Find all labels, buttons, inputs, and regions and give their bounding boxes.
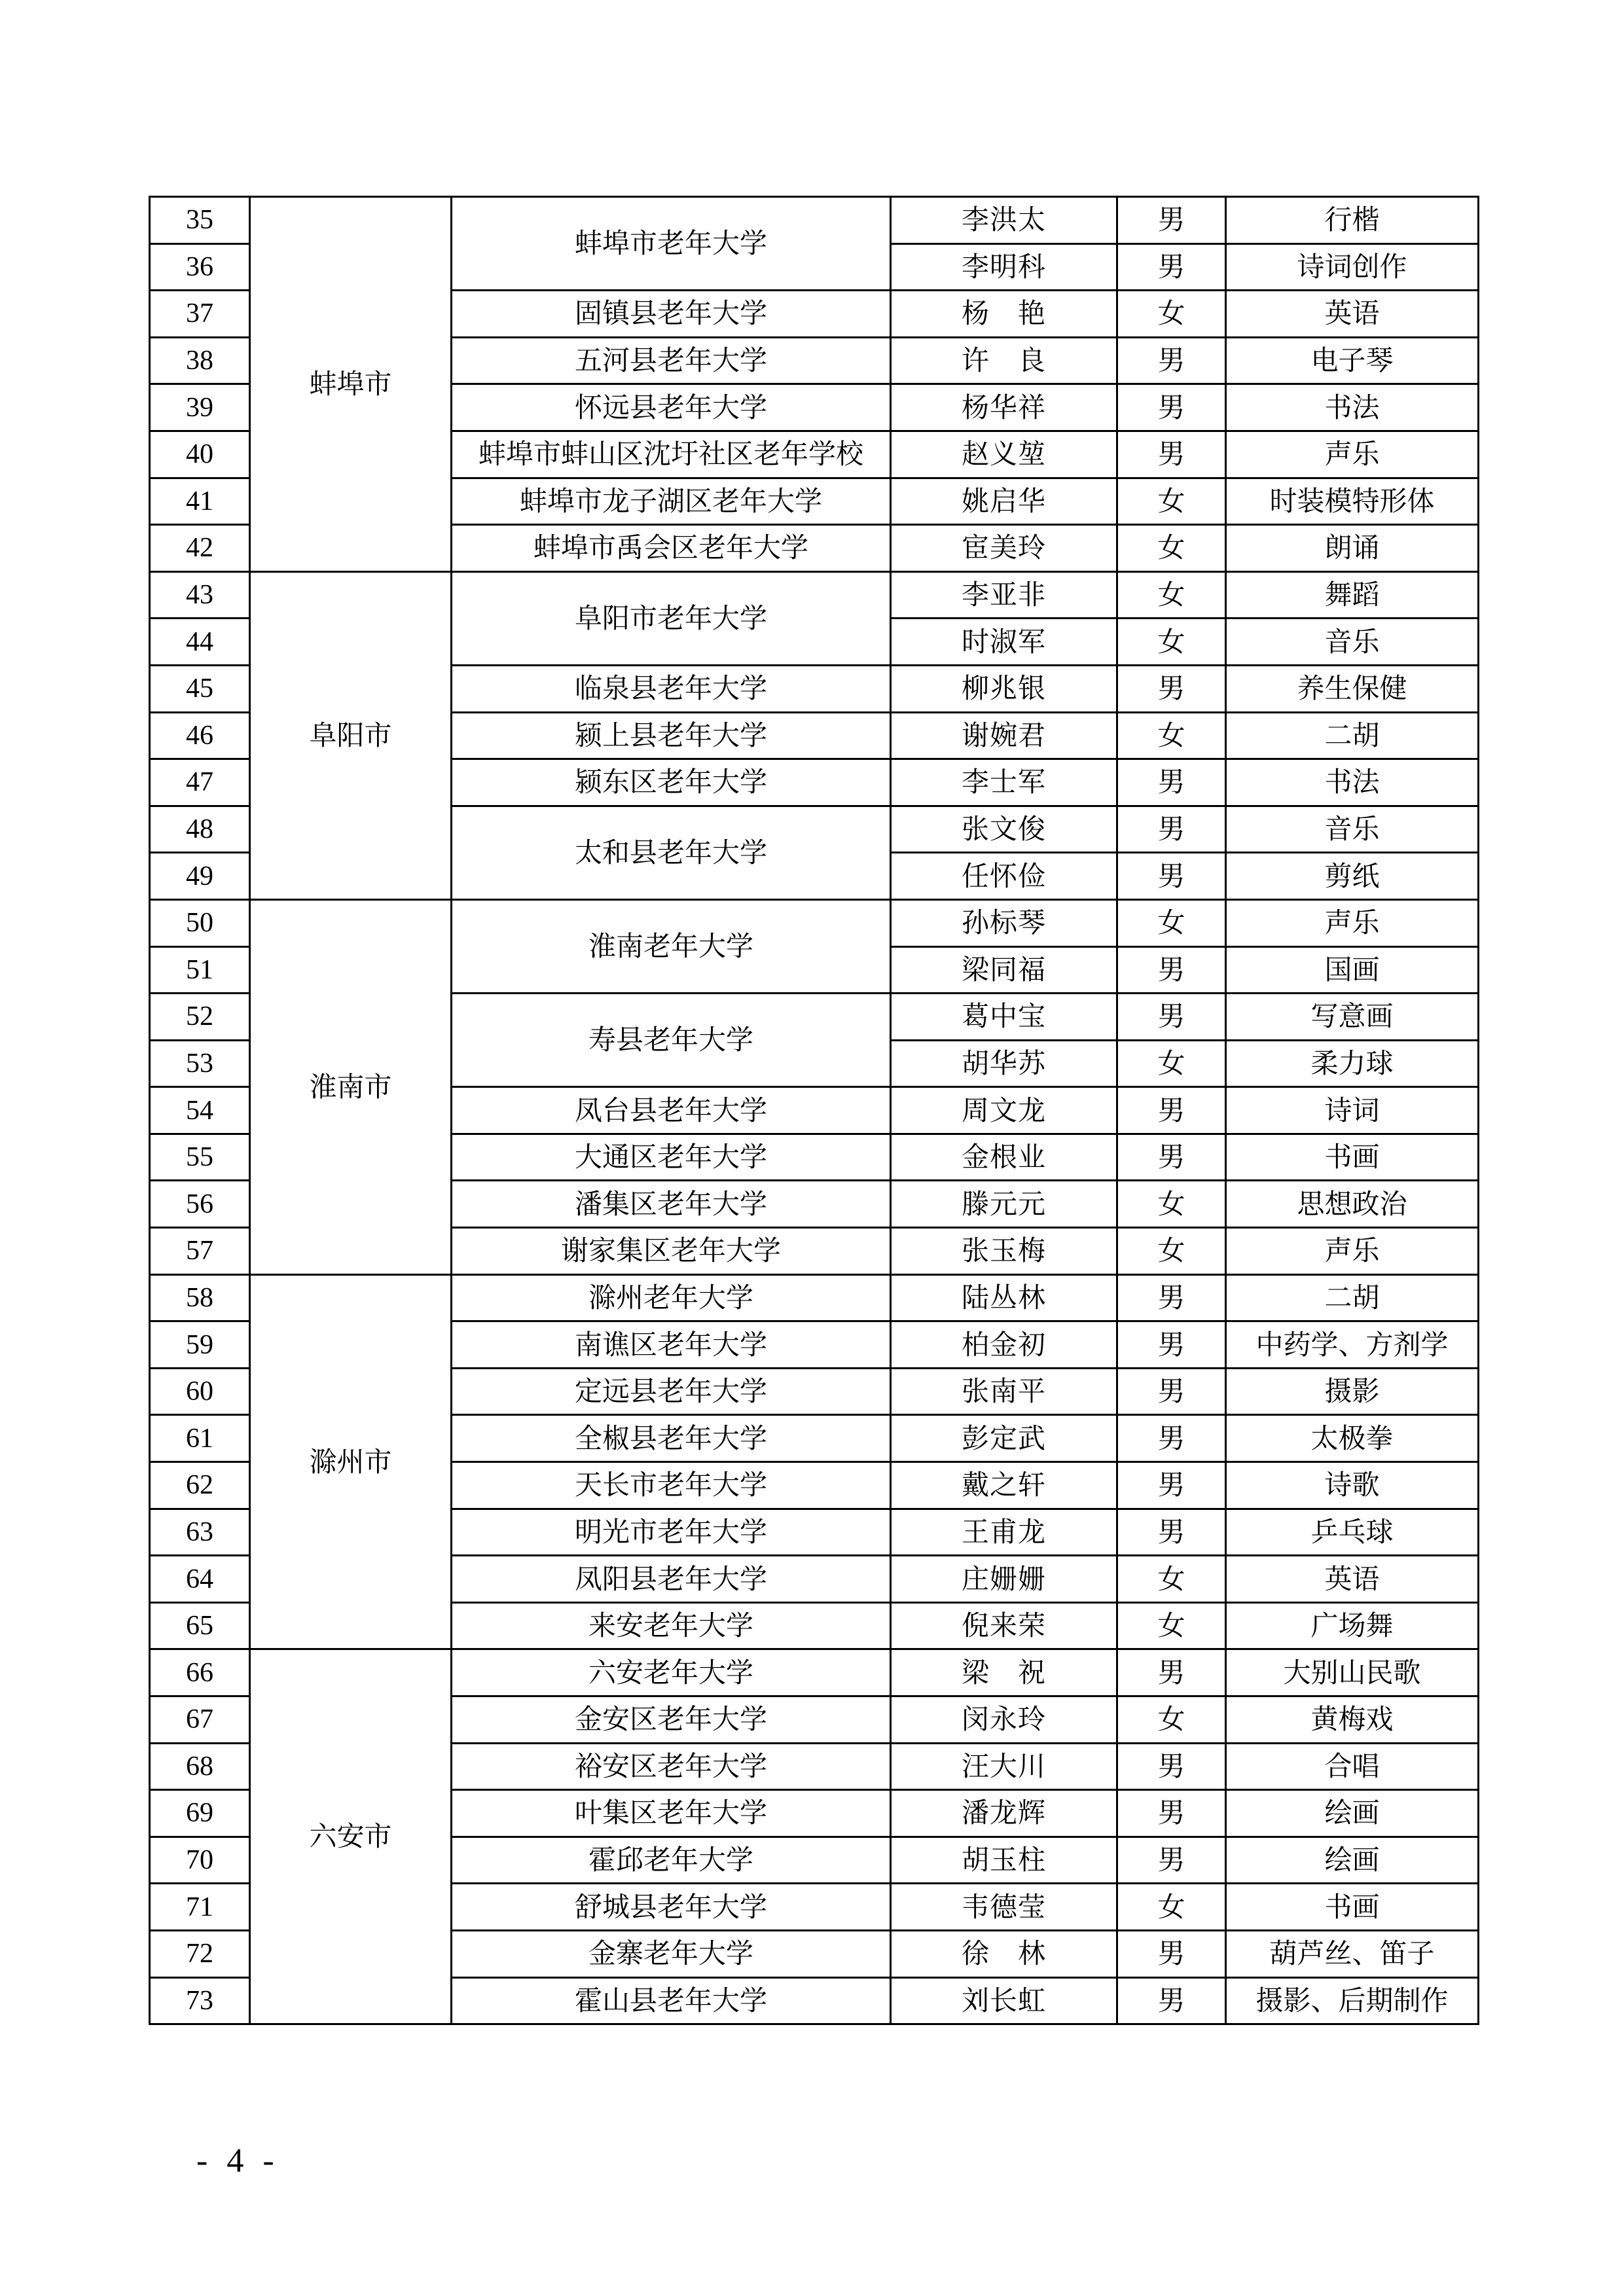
course-cell: 绘画	[1226, 1837, 1479, 1884]
no-cell: 57	[150, 1228, 250, 1275]
gender-cell: 男	[1117, 946, 1226, 994]
name-cell: 张文俊	[891, 806, 1117, 853]
name-cell: 刘长虹	[891, 1977, 1117, 2024]
gender-cell: 女	[1117, 571, 1226, 619]
gender-cell: 男	[1117, 994, 1226, 1041]
table-row	[150, 197, 1479, 244]
course-cell: 二胡	[1226, 712, 1479, 759]
gender-cell: 男	[1117, 806, 1226, 853]
school-cell: 天长市老年大学	[452, 1462, 891, 1509]
course-cell: 书法	[1226, 759, 1479, 806]
gender-cell: 男	[1117, 1837, 1226, 1884]
name-cell: 许 良	[891, 337, 1117, 384]
gender-cell: 男	[1117, 1415, 1226, 1462]
table-row	[150, 1649, 1479, 1696]
school-cell: 霍山县老年大学	[452, 1977, 891, 2024]
course-cell: 声乐	[1226, 1228, 1479, 1275]
course-cell: 大别山民歌	[1226, 1649, 1479, 1696]
course-cell: 摄影	[1226, 1368, 1479, 1415]
gender-cell: 男	[1117, 1977, 1226, 2024]
city-cell: 淮南市	[250, 899, 452, 1274]
school-cell: 舒城县老年大学	[452, 1884, 891, 1931]
gender-cell: 男	[1117, 665, 1226, 712]
gender-cell: 女	[1117, 1181, 1226, 1228]
course-cell: 葫芦丝、笛子	[1226, 1930, 1479, 1977]
gender-cell: 男	[1117, 1930, 1226, 1977]
course-cell: 乒乓球	[1226, 1509, 1479, 1556]
no-cell: 62	[150, 1462, 250, 1509]
school-cell: 南谯区老年大学	[452, 1321, 891, 1369]
gender-cell: 男	[1117, 759, 1226, 806]
name-cell: 韦德莹	[891, 1884, 1117, 1931]
name-cell: 时淑军	[891, 619, 1117, 666]
no-cell: 51	[150, 946, 250, 994]
name-cell: 张玉梅	[891, 1228, 1117, 1275]
gender-cell: 男	[1117, 384, 1226, 431]
name-cell: 庄姗姗	[891, 1556, 1117, 1603]
name-cell: 胡华苏	[891, 1040, 1117, 1087]
course-cell: 摄影、后期制作	[1226, 1977, 1479, 2024]
name-cell: 李亚非	[891, 571, 1117, 619]
name-cell: 任怀俭	[891, 853, 1117, 900]
city-cell: 阜阳市	[250, 571, 452, 899]
school-cell: 太和县老年大学	[452, 806, 891, 899]
no-cell: 70	[150, 1837, 250, 1884]
gender-cell: 男	[1117, 1321, 1226, 1369]
gender-cell: 男	[1117, 243, 1226, 291]
no-cell: 54	[150, 1087, 250, 1134]
no-cell: 38	[150, 337, 250, 384]
gender-cell: 男	[1117, 1790, 1226, 1837]
name-cell: 滕元元	[891, 1181, 1117, 1228]
no-cell: 69	[150, 1790, 250, 1837]
school-cell: 叶集区老年大学	[452, 1790, 891, 1837]
school-cell: 蚌埠市龙子湖区老年大学	[452, 478, 891, 525]
no-cell: 56	[150, 1181, 250, 1228]
no-cell: 59	[150, 1321, 250, 1369]
name-cell: 闵永玲	[891, 1696, 1117, 1744]
school-cell: 五河县老年大学	[452, 337, 891, 384]
course-cell: 柔力球	[1226, 1040, 1479, 1087]
course-cell: 电子琴	[1226, 337, 1479, 384]
school-cell: 金安区老年大学	[452, 1696, 891, 1744]
school-cell: 明光市老年大学	[452, 1509, 891, 1556]
no-cell: 64	[150, 1556, 250, 1603]
name-cell: 彭定武	[891, 1415, 1117, 1462]
no-cell: 48	[150, 806, 250, 853]
gender-cell: 女	[1117, 899, 1226, 946]
school-cell: 来安老年大学	[452, 1602, 891, 1649]
gender-cell: 男	[1117, 1649, 1226, 1696]
gender-cell: 男	[1117, 853, 1226, 900]
name-cell: 戴之轩	[891, 1462, 1117, 1509]
course-cell: 广场舞	[1226, 1602, 1479, 1649]
no-cell: 42	[150, 525, 250, 572]
school-cell: 六安老年大学	[452, 1649, 891, 1696]
name-cell: 王甫龙	[891, 1509, 1117, 1556]
school-cell: 寿县老年大学	[452, 994, 891, 1087]
no-cell: 72	[150, 1930, 250, 1977]
course-cell: 剪纸	[1226, 853, 1479, 900]
table-row	[150, 571, 1479, 619]
no-cell: 41	[150, 478, 250, 525]
roster-body	[150, 197, 1479, 2024]
school-cell: 固镇县老年大学	[452, 291, 891, 338]
roster-table	[149, 196, 1479, 2025]
name-cell: 姚启华	[891, 478, 1117, 525]
city-cell: 蚌埠市	[250, 197, 452, 572]
no-cell: 39	[150, 384, 250, 431]
no-cell: 71	[150, 1884, 250, 1931]
course-cell: 黄梅戏	[1226, 1696, 1479, 1744]
name-cell: 潘龙辉	[891, 1790, 1117, 1837]
name-cell: 柳兆银	[891, 665, 1117, 712]
name-cell: 杨 艳	[891, 291, 1117, 338]
gender-cell: 男	[1117, 1462, 1226, 1509]
school-cell: 霍邱老年大学	[452, 1837, 891, 1884]
course-cell: 太极拳	[1226, 1415, 1479, 1462]
no-cell: 52	[150, 994, 250, 1041]
name-cell: 倪来荣	[891, 1602, 1117, 1649]
course-cell: 书画	[1226, 1884, 1479, 1931]
name-cell: 李明科	[891, 243, 1117, 291]
page-number: - 4 -	[196, 2142, 280, 2179]
name-cell: 徐 林	[891, 1930, 1117, 1977]
course-cell: 写意画	[1226, 994, 1479, 1041]
course-cell: 书画	[1226, 1134, 1479, 1181]
gender-cell: 女	[1117, 1884, 1226, 1931]
no-cell: 49	[150, 853, 250, 900]
school-cell: 阜阳市老年大学	[452, 571, 891, 665]
gender-cell: 男	[1117, 337, 1226, 384]
no-cell: 37	[150, 291, 250, 338]
gender-cell: 男	[1117, 431, 1226, 478]
course-cell: 英语	[1226, 291, 1479, 338]
course-cell: 养生保健	[1226, 665, 1479, 712]
gender-cell: 男	[1117, 197, 1226, 244]
school-cell: 蚌埠市蚌山区沈圩社区老年学校	[452, 431, 891, 478]
course-cell: 中药学、方剂学	[1226, 1321, 1479, 1369]
course-cell: 行楷	[1226, 197, 1479, 244]
school-cell: 谢家集区老年大学	[452, 1228, 891, 1275]
no-cell: 46	[150, 712, 250, 759]
course-cell: 朗诵	[1226, 525, 1479, 572]
city-cell: 滁州市	[250, 1274, 452, 1649]
course-cell: 声乐	[1226, 431, 1479, 478]
school-cell: 凤台县老年大学	[452, 1087, 891, 1134]
name-cell: 杨华祥	[891, 384, 1117, 431]
school-cell: 颍东区老年大学	[452, 759, 891, 806]
no-cell: 65	[150, 1602, 250, 1649]
school-cell: 颍上县老年大学	[452, 712, 891, 759]
school-cell: 蚌埠市老年大学	[452, 197, 891, 291]
gender-cell: 女	[1117, 1228, 1226, 1275]
gender-cell: 女	[1117, 619, 1226, 666]
course-cell: 书法	[1226, 384, 1479, 431]
no-cell: 47	[150, 759, 250, 806]
school-cell: 蚌埠市禹会区老年大学	[452, 525, 891, 572]
name-cell: 周文龙	[891, 1087, 1117, 1134]
name-cell: 柏金初	[891, 1321, 1117, 1369]
gender-cell: 女	[1117, 1040, 1226, 1087]
gender-cell: 女	[1117, 1556, 1226, 1603]
no-cell: 58	[150, 1274, 250, 1321]
course-cell: 二胡	[1226, 1274, 1479, 1321]
no-cell: 45	[150, 665, 250, 712]
name-cell: 陆丛林	[891, 1274, 1117, 1321]
table-row	[150, 899, 1479, 946]
course-cell: 声乐	[1226, 899, 1479, 946]
no-cell: 53	[150, 1040, 250, 1087]
gender-cell: 女	[1117, 1602, 1226, 1649]
table-row	[150, 1274, 1479, 1321]
no-cell: 66	[150, 1649, 250, 1696]
name-cell: 宦美玲	[891, 525, 1117, 572]
gender-cell: 女	[1117, 291, 1226, 338]
course-cell: 时装模特形体	[1226, 478, 1479, 525]
no-cell: 36	[150, 243, 250, 291]
name-cell: 谢婉君	[891, 712, 1117, 759]
school-cell: 淮南老年大学	[452, 899, 891, 993]
name-cell: 李洪太	[891, 197, 1117, 244]
school-cell: 潘集区老年大学	[452, 1181, 891, 1228]
course-cell: 合唱	[1226, 1743, 1479, 1790]
course-cell: 诗词	[1226, 1087, 1479, 1134]
school-cell: 金寨老年大学	[452, 1930, 891, 1977]
school-cell: 临泉县老年大学	[452, 665, 891, 712]
no-cell: 61	[150, 1415, 250, 1462]
no-cell: 40	[150, 431, 250, 478]
name-cell: 胡玉柱	[891, 1837, 1117, 1884]
no-cell: 50	[150, 899, 250, 946]
school-cell: 裕安区老年大学	[452, 1743, 891, 1790]
gender-cell: 男	[1117, 1274, 1226, 1321]
city-cell: 六安市	[250, 1649, 452, 2024]
name-cell: 金根业	[891, 1134, 1117, 1181]
school-cell: 大通区老年大学	[452, 1134, 891, 1181]
name-cell: 李士军	[891, 759, 1117, 806]
name-cell: 梁 祝	[891, 1649, 1117, 1696]
gender-cell: 女	[1117, 478, 1226, 525]
gender-cell: 女	[1117, 525, 1226, 572]
no-cell: 60	[150, 1368, 250, 1415]
no-cell: 63	[150, 1509, 250, 1556]
name-cell: 梁同福	[891, 946, 1117, 994]
course-cell: 舞蹈	[1226, 571, 1479, 619]
no-cell: 35	[150, 197, 250, 244]
school-cell: 凤阳县老年大学	[452, 1556, 891, 1603]
gender-cell: 男	[1117, 1087, 1226, 1134]
no-cell: 73	[150, 1977, 250, 2024]
school-cell: 定远县老年大学	[452, 1368, 891, 1415]
no-cell: 44	[150, 619, 250, 666]
name-cell: 葛中宝	[891, 994, 1117, 1041]
school-cell: 滁州老年大学	[452, 1274, 891, 1321]
name-cell: 张南平	[891, 1368, 1117, 1415]
no-cell: 43	[150, 571, 250, 619]
gender-cell: 女	[1117, 712, 1226, 759]
course-cell: 音乐	[1226, 619, 1479, 666]
gender-cell: 男	[1117, 1509, 1226, 1556]
name-cell: 孙标琴	[891, 899, 1117, 946]
course-cell: 思想政治	[1226, 1181, 1479, 1228]
no-cell: 55	[150, 1134, 250, 1181]
no-cell: 68	[150, 1743, 250, 1790]
course-cell: 音乐	[1226, 806, 1479, 853]
gender-cell: 男	[1117, 1743, 1226, 1790]
gender-cell: 男	[1117, 1368, 1226, 1415]
gender-cell: 女	[1117, 1696, 1226, 1744]
name-cell: 汪大川	[891, 1743, 1117, 1790]
course-cell: 国画	[1226, 946, 1479, 994]
name-cell: 赵义堃	[891, 431, 1117, 478]
course-cell: 诗歌	[1226, 1462, 1479, 1509]
course-cell: 英语	[1226, 1556, 1479, 1603]
school-cell: 怀远县老年大学	[452, 384, 891, 431]
gender-cell: 男	[1117, 1134, 1226, 1181]
course-cell: 诗词创作	[1226, 243, 1479, 291]
course-cell: 绘画	[1226, 1790, 1479, 1837]
school-cell: 全椒县老年大学	[452, 1415, 891, 1462]
no-cell: 67	[150, 1696, 250, 1744]
